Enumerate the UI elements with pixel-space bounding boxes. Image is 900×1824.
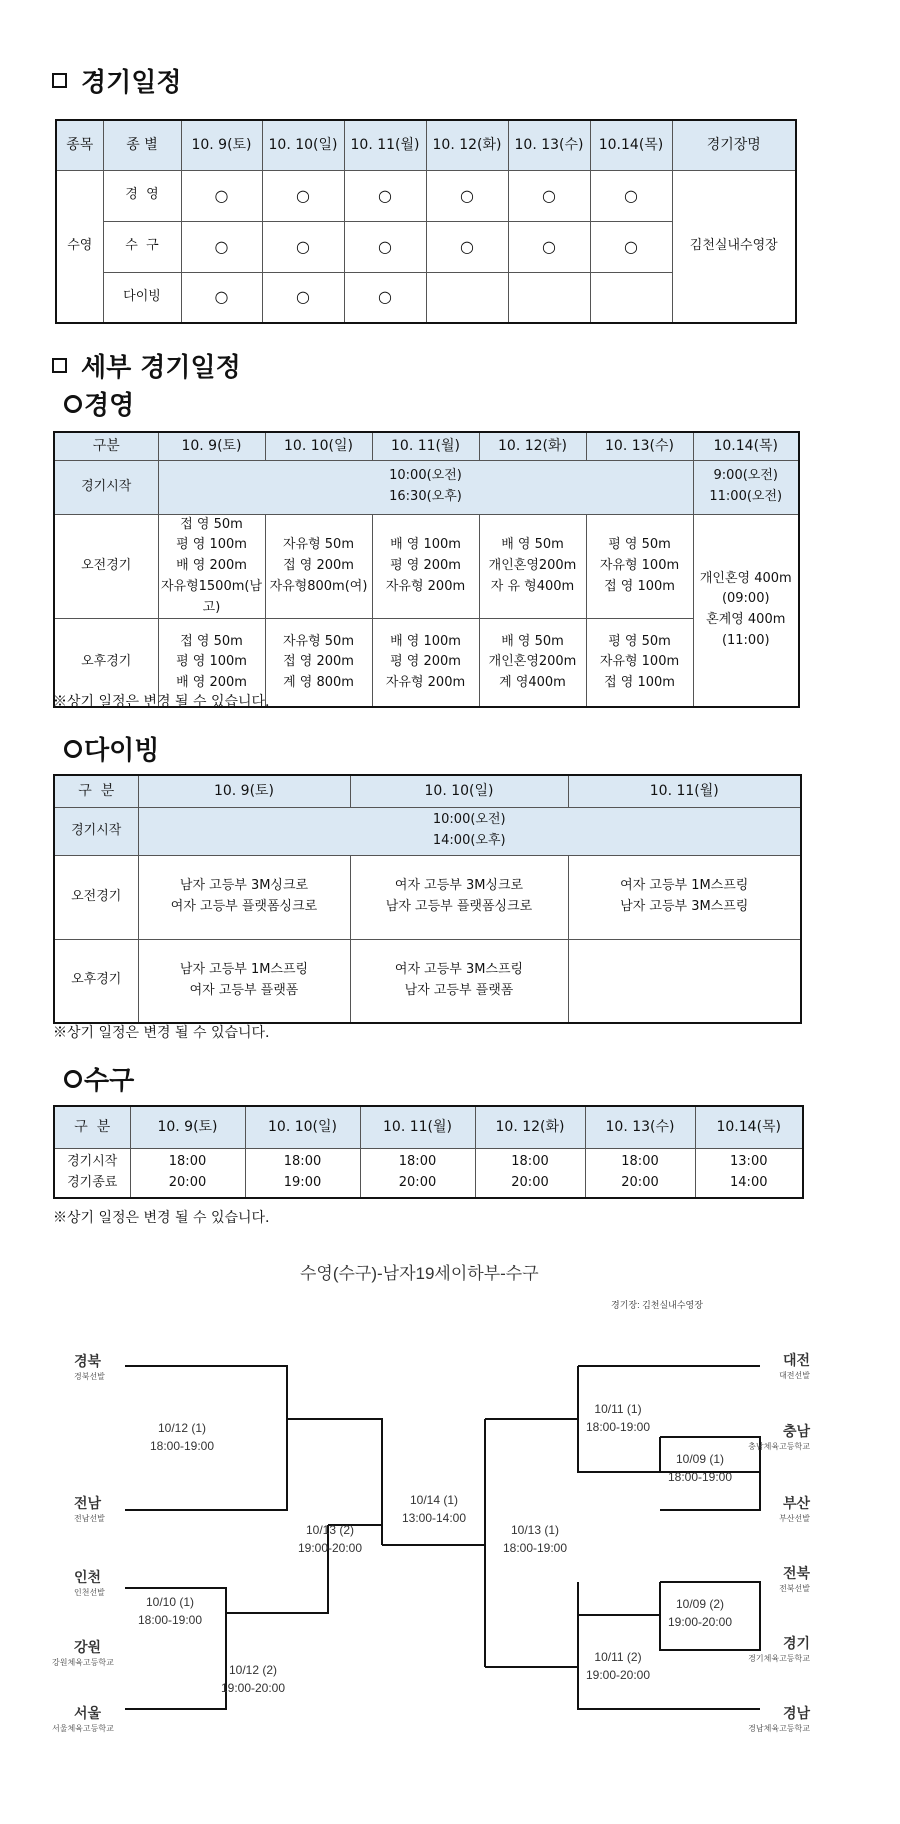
row-label: 오전경기 xyxy=(54,514,158,619)
header-cell: 구 분 xyxy=(54,775,138,807)
team-label xyxy=(742,1563,810,1594)
mark-cell: ○ xyxy=(262,272,344,323)
mark-cell: ○ xyxy=(590,221,672,272)
event-list-cell: 여자 고등부 1M스프링 남자 고등부 3M스프링 xyxy=(568,855,801,939)
mark-cell: ○ xyxy=(181,170,262,221)
event-list-cell: 배 영 50m 개인혼영200m 자 유 형400m xyxy=(479,514,586,619)
time-cell: 18:00 20:00 xyxy=(130,1148,245,1198)
team-sub: 경남체육고등학교 xyxy=(748,1724,810,1733)
header-cell: 10. 11(월) xyxy=(360,1106,475,1148)
row-label: 경기시작 경기종료 xyxy=(54,1148,130,1198)
team-label xyxy=(732,1703,810,1734)
event-list-cell: 여자 고등부 3M싱크로 남자 고등부 플랫폼싱크로 xyxy=(350,855,568,939)
time-cell: 18:00 19:00 xyxy=(245,1148,360,1198)
team-label xyxy=(742,1350,810,1381)
event-cell: 다이빙 xyxy=(103,272,181,323)
team-sub: 경북선발 xyxy=(74,1372,105,1381)
team-name: 경남 xyxy=(782,1705,810,1721)
team-name: 전북 xyxy=(782,1565,810,1581)
venue-cell: 김천실내수영장 xyxy=(672,170,796,323)
header-cell: 10. 12(화) xyxy=(475,1106,585,1148)
mark-cell: ○ xyxy=(426,221,508,272)
game-label: 10/09 (2) 19:00-20:00 xyxy=(667,1597,733,1629)
mark-cell: ○ xyxy=(262,221,344,272)
event-list-cell: 접 영 50m 평 영 100m 배 영 200m 자유형1500m(남고) xyxy=(158,514,265,619)
header-cell: 10. 13(수) xyxy=(585,1106,695,1148)
am-row xyxy=(54,514,799,619)
checkbox-square-icon xyxy=(52,358,67,373)
swimming-heading: 경영 xyxy=(64,385,134,422)
team-sub: 전북선발 xyxy=(779,1584,810,1593)
pm-row xyxy=(54,939,801,1023)
detail-heading: 세부 경기일정 xyxy=(52,347,241,384)
swimming-header-row xyxy=(54,432,799,460)
mark-cell: ○ xyxy=(508,170,590,221)
team-sub: 서울체육고등학교 xyxy=(52,1724,114,1733)
header-cell: 10. 9(토) xyxy=(158,432,265,460)
mark-cell: ○ xyxy=(181,221,262,272)
event-list-cell: 평 영 50m 자유형 100m 접 영 100m xyxy=(586,619,693,707)
header-cell: 10.14(목) xyxy=(693,432,799,460)
header-cell: 10. 13(수) xyxy=(586,432,693,460)
game-label: 10/12 (1) 18:00-19:00 xyxy=(149,1421,215,1453)
event-cell: 경 영 xyxy=(103,170,181,221)
time-cell: 18:00 20:00 xyxy=(360,1148,475,1198)
time-cell: 18:00 20:00 xyxy=(585,1148,695,1198)
team-label xyxy=(74,1493,105,1524)
game-label: 10/11 (2) 19:00-20:00 xyxy=(585,1650,651,1682)
start-time-cell: 10:00(오전) 14:00(오후) xyxy=(138,807,801,855)
change-notice: ※상기 일정은 변경 될 수 있습니다. xyxy=(53,1210,270,1226)
team-label xyxy=(74,1351,105,1382)
time-cell: 18:00 20:00 xyxy=(475,1148,585,1198)
start-row xyxy=(54,460,799,514)
header-cell: 구 분 xyxy=(54,1106,130,1148)
mark-cell: ○ xyxy=(426,170,508,221)
game-label: 10/13 (1) 18:00-19:00 xyxy=(502,1523,568,1555)
bracket-venue: 경기장: 김천실내수영장 xyxy=(611,1300,703,1310)
mark-cell: ○ xyxy=(344,170,426,221)
mark-cell xyxy=(426,272,508,323)
team-label xyxy=(52,1703,114,1734)
header-cell: 10.14(목) xyxy=(695,1106,803,1148)
event-list-cell: 배 영 50m 개인혼영200m 계 영400m xyxy=(479,619,586,707)
team-sub: 전남선발 xyxy=(74,1514,105,1523)
team-name: 전남 xyxy=(74,1495,102,1511)
mark-cell: ○ xyxy=(344,221,426,272)
header-cell: 10. 10(일) xyxy=(265,432,372,460)
circle-bullet-icon xyxy=(64,1070,82,1088)
time-cell: 13:00 14:00 xyxy=(695,1148,803,1198)
event-list-cell: 여자 고등부 3M스프링 남자 고등부 플랫폼 xyxy=(350,939,568,1023)
row-label: 오전경기 xyxy=(54,855,138,939)
header-cell: 10. 11(월) xyxy=(344,120,426,170)
event-list-cell: 평 영 50m 자유형 100m 접 영 100m xyxy=(586,514,693,619)
header-cell: 경기장명 xyxy=(672,120,796,170)
waterpolo-header-row xyxy=(54,1106,803,1148)
game-label: 10/12 (2) 19:00-20:00 xyxy=(220,1663,286,1695)
change-notice: ※상기 일정은 변경 될 수 있습니다. xyxy=(53,1025,270,1041)
mark-cell: ○ xyxy=(262,170,344,221)
team-name: 충남 xyxy=(782,1423,810,1439)
event-list-cell: 배 영 100m 평 영 200m 자유형 200m xyxy=(372,619,479,707)
change-notice: ※상기 일정은 변경 될 수 있습니다. xyxy=(53,694,270,710)
event-list-cell: 자유형 50m 접 영 200m 계 영 800m xyxy=(265,619,372,707)
event-list-cell xyxy=(568,939,801,1023)
team-name: 경북 xyxy=(74,1353,102,1369)
team-label xyxy=(74,1567,105,1598)
mark-cell: ○ xyxy=(590,170,672,221)
game-label: 10/09 (1) 18:00-19:00 xyxy=(667,1452,733,1484)
team-sub: 대전선발 xyxy=(779,1371,810,1380)
team-label xyxy=(742,1493,810,1524)
team-name: 대전 xyxy=(782,1352,810,1368)
schedule-header-row xyxy=(56,120,796,170)
team-label xyxy=(732,1421,810,1452)
start-time-cell: 10:00(오전) 16:30(오후) xyxy=(158,460,693,514)
header-cell: 10. 10(일) xyxy=(245,1106,360,1148)
circle-bullet-icon xyxy=(64,395,82,413)
table-row xyxy=(56,170,796,221)
event-list-cell: 접 영 50m 평 영 100m 배 영 200m xyxy=(158,619,265,707)
circle-bullet-icon xyxy=(64,740,82,758)
header-cell: 10. 9(토) xyxy=(130,1106,245,1148)
event-cell: 수 구 xyxy=(103,221,181,272)
event-list-cell: 남자 고등부 1M스프링 여자 고등부 플랫폼 xyxy=(138,939,350,1023)
team-sub: 인천선발 xyxy=(74,1588,105,1597)
mark-cell xyxy=(590,272,672,323)
mark-cell: ○ xyxy=(344,272,426,323)
header-cell: 종 별 xyxy=(103,120,181,170)
team-name: 강원 xyxy=(74,1639,102,1655)
team-sub: 충남체육고등학교 xyxy=(748,1442,810,1451)
team-name: 인천 xyxy=(74,1569,102,1585)
diving-heading: 다이빙 xyxy=(64,730,159,767)
header-cell: 10. 9(토) xyxy=(181,120,262,170)
mark-cell: ○ xyxy=(181,272,262,323)
diving-table xyxy=(53,774,802,1024)
row-label: 오후경기 xyxy=(54,939,138,1023)
header-cell: 구분 xyxy=(54,432,158,460)
waterpolo-heading: 수구 xyxy=(64,1060,134,1097)
sport-cell: 수영 xyxy=(56,170,103,323)
game-label: 10/14 (1) 13:00-14:00 xyxy=(401,1493,467,1525)
diving-header-row xyxy=(54,775,801,807)
game-label: 10/11 (1) 18:00-19:00 xyxy=(585,1402,651,1434)
header-cell: 10. 10(일) xyxy=(262,120,344,170)
team-name: 서울 xyxy=(74,1705,102,1721)
row-label: 경기시작 xyxy=(54,460,158,514)
waterpolo-table xyxy=(53,1105,804,1199)
header-cell: 10. 9(토) xyxy=(138,775,350,807)
event-list-cell: 배 영 100m 평 영 200m 자유형 200m xyxy=(372,514,479,619)
team-name: 경기 xyxy=(782,1635,810,1651)
schedule-heading: 경기일정 xyxy=(52,62,181,99)
team-sub: 경기체육고등학교 xyxy=(748,1654,810,1663)
event-list-cell: 남자 고등부 3M싱크로 여자 고등부 플랫폼싱크로 xyxy=(138,855,350,939)
header-cell: 10.14(목) xyxy=(590,120,672,170)
header-cell: 10. 12(화) xyxy=(426,120,508,170)
checkbox-square-icon xyxy=(52,73,67,88)
bracket-title: 수영(수구)-남자19세이하부-수구 xyxy=(300,1264,539,1283)
row-label: 오후경기 xyxy=(54,619,158,707)
times-row xyxy=(54,1148,803,1198)
row-label: 경기시작 xyxy=(54,807,138,855)
game-label: 10/13 (2) 19:00-20:00 xyxy=(297,1523,363,1555)
last-day-cell: 개인혼영 400m (09:00) 혼계영 400m (11:00) xyxy=(693,514,799,707)
header-cell: 종목 xyxy=(56,120,103,170)
header-cell: 10. 13(수) xyxy=(508,120,590,170)
header-cell: 10. 11(월) xyxy=(372,432,479,460)
header-cell: 10. 10(일) xyxy=(350,775,568,807)
team-label xyxy=(52,1637,114,1668)
event-list-cell: 자유형 50m 접 영 200m 자유형800m(여) xyxy=(265,514,372,619)
schedule-table xyxy=(55,119,797,324)
header-cell: 10. 11(월) xyxy=(568,775,801,807)
game-label: 10/10 (1) 18:00-19:00 xyxy=(137,1595,203,1627)
header-cell: 10. 12(화) xyxy=(479,432,586,460)
team-label xyxy=(732,1633,810,1664)
start-row xyxy=(54,807,801,855)
team-sub: 부산선발 xyxy=(779,1514,810,1523)
mark-cell: ○ xyxy=(508,221,590,272)
start-time-last-cell: 9:00(오전) 11:00(오전) xyxy=(693,460,799,514)
swimming-table xyxy=(53,431,800,708)
team-name: 부산 xyxy=(782,1495,810,1511)
mark-cell xyxy=(508,272,590,323)
team-sub: 강원체육고등학교 xyxy=(52,1658,114,1667)
am-row xyxy=(54,855,801,939)
